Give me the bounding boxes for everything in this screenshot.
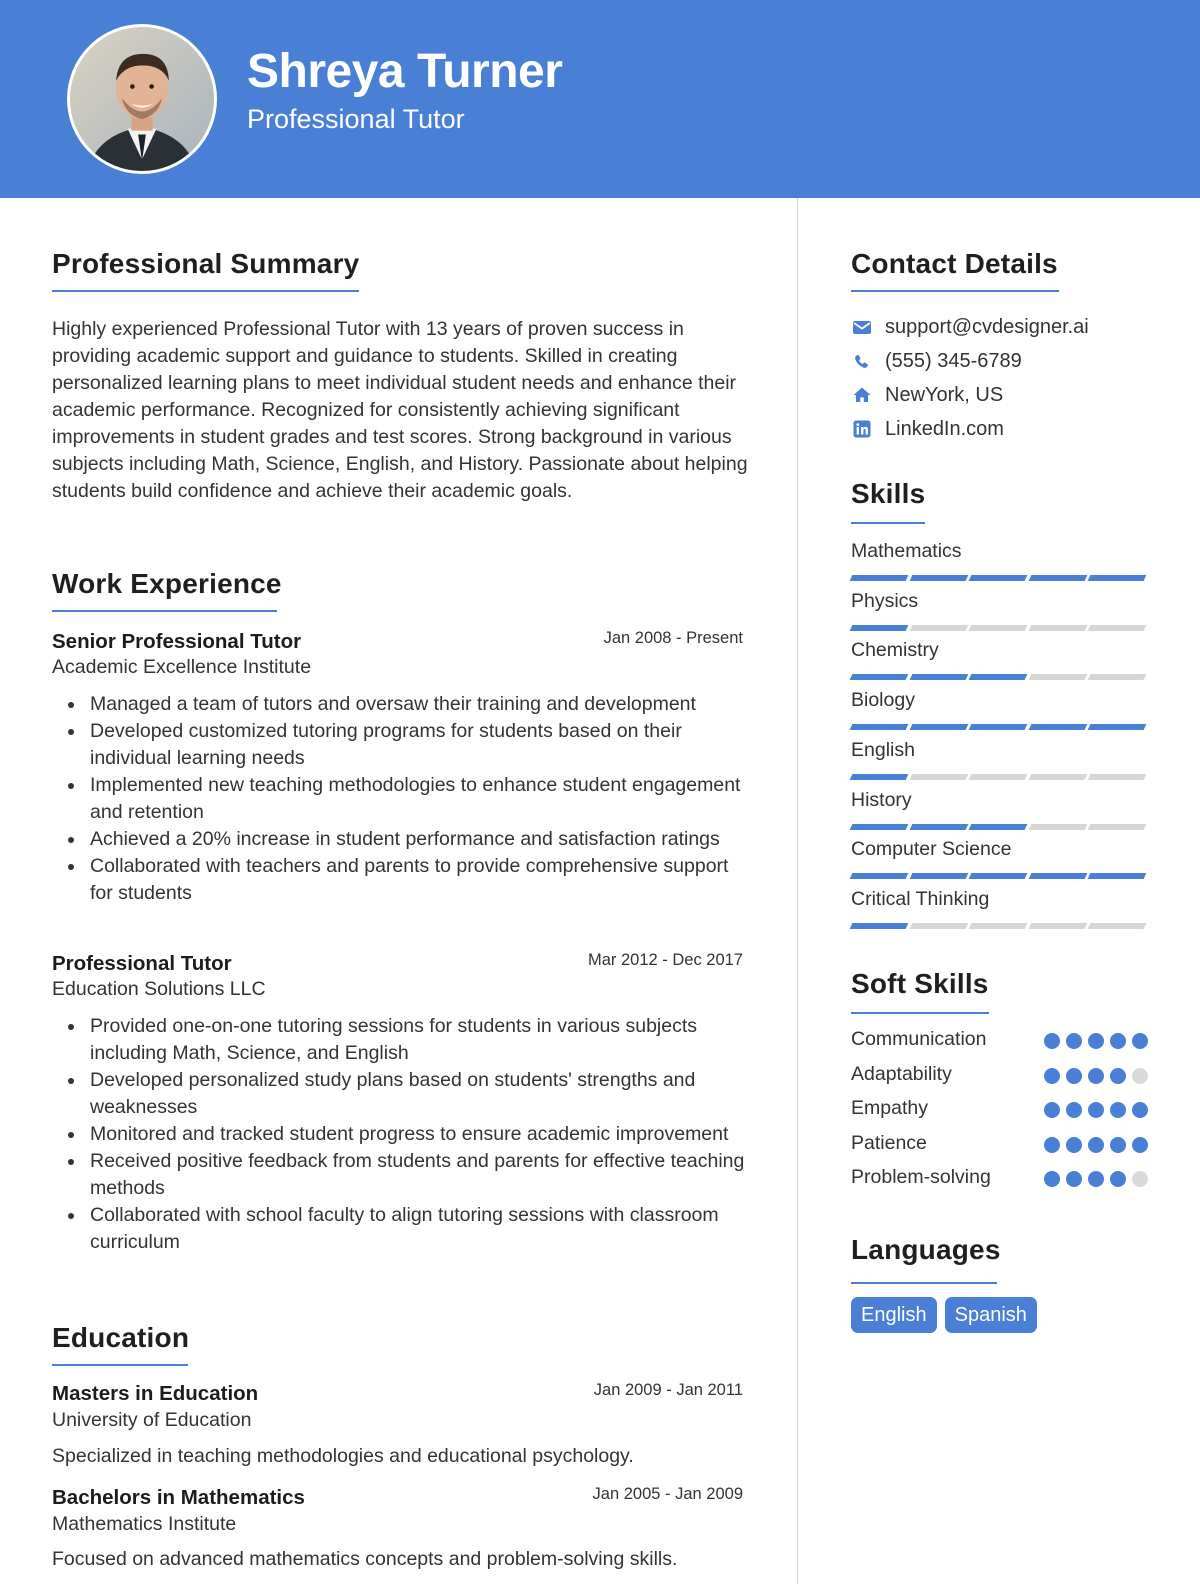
skill-level-segment <box>1028 674 1086 680</box>
rating-dot <box>1044 1033 1060 1049</box>
rating-dot <box>1132 1137 1148 1153</box>
skill-level-segment <box>1028 625 1086 631</box>
rating-dot <box>1066 1137 1082 1153</box>
rating-dot <box>1066 1171 1082 1187</box>
contact-email-text: support@cvdesigner.ai <box>885 315 1089 338</box>
job-bullet: Achieved a 20% increase in student performance and satisfaction ratings <box>90 826 750 853</box>
job-bullet: Received positive feedback from students and parents for effective teaching methods <box>90 1148 750 1202</box>
skill-level-segment <box>909 774 967 780</box>
profile-photo <box>67 24 217 174</box>
skill-level-segment <box>850 625 908 631</box>
job-bullet-list <box>90 1013 750 1256</box>
skill-level-segment <box>1028 923 1086 929</box>
education-description: Specialized in teaching methodologies and educational psychology. <box>52 1445 634 1467</box>
rating-dot <box>1088 1068 1104 1084</box>
languages-list <box>851 1297 1037 1333</box>
skill-label: History <box>851 788 912 811</box>
rating-dot <box>1066 1068 1082 1084</box>
soft-skills-heading: Soft Skills <box>851 968 989 999</box>
skill-level-bar <box>851 824 1145 830</box>
soft-skill-rating <box>1044 1171 1148 1187</box>
skills-heading: Skills <box>851 478 926 509</box>
job-date: Jan 2008 - Present <box>603 629 743 647</box>
phone-icon <box>851 350 873 372</box>
linkedin-icon <box>851 418 873 440</box>
experience-heading: Work Experience <box>52 568 282 599</box>
rating-dot <box>1088 1033 1104 1049</box>
contact-phone[interactable] <box>851 348 1022 374</box>
skill-label: Physics <box>851 589 919 612</box>
school-name: Mathematics Institute <box>52 1513 237 1535</box>
skill-level-segment <box>1028 873 1086 879</box>
soft-skill-rating <box>1044 1137 1148 1153</box>
rating-dot <box>1044 1171 1060 1187</box>
education-date: Jan 2009 - Jan 2011 <box>593 1381 743 1399</box>
skill-level-segment <box>1088 724 1146 730</box>
contact-heading: Contact Details <box>851 248 1058 279</box>
rating-dot <box>1088 1171 1104 1187</box>
skill-level-segment <box>969 774 1027 780</box>
skill-level-bar <box>851 724 1145 730</box>
candidate-role: Professional Tutor <box>247 104 465 134</box>
rating-dot <box>1132 1068 1148 1084</box>
job-bullet: Collaborated with school faculty to align tutoring sessions with classroom curriculum <box>90 1202 750 1256</box>
skill-level-segment <box>969 625 1027 631</box>
skill-level-segment <box>969 923 1027 929</box>
rating-dot <box>1066 1033 1082 1049</box>
skill-level-bar <box>851 873 1145 879</box>
skill-level-bar <box>851 923 1145 929</box>
skill-level-segment <box>1088 674 1146 680</box>
soft-skill-label: Problem-solving <box>851 1166 991 1189</box>
soft-skill-label: Patience <box>851 1131 927 1154</box>
contact-location-text: NewYork, US <box>885 383 1004 406</box>
skill-level-segment <box>1088 575 1146 581</box>
skill-level-bar <box>851 674 1145 680</box>
job-bullet: Provided one-on-one tutoring sessions for students in various subjects including Math, Science, and English <box>90 1013 750 1067</box>
rating-dot <box>1110 1033 1126 1049</box>
education-description: Focused on advanced mathematics concepts and problem-solving skills. <box>52 1548 678 1570</box>
candidate-name: Shreya Turner <box>247 45 563 98</box>
rating-dot <box>1044 1102 1060 1118</box>
rating-dot <box>1132 1033 1148 1049</box>
skill-level-segment <box>1088 923 1146 929</box>
skill-level-segment <box>1088 625 1146 631</box>
skill-level-segment <box>850 674 908 680</box>
job-bullet: Collaborated with teachers and parents to provide comprehensive support for students <box>90 853 750 907</box>
summary-text: Highly experienced Professional Tutor with 13 years of proven success in providing academic support and guidance to students. Skilled in creating personalized learning plans to meet individual student needs and enhance their academic performance. Recognized for consistently achieving significant improvements in student grades and test scores. Strong background in various subjects including Math, Science, English, and History. Passionate about helping students build confidence and achieve their academic goals. <box>52 318 748 502</box>
skill-level-segment <box>1088 873 1146 879</box>
job-organization: Academic Excellence Institute <box>52 656 312 678</box>
language-tag: Spanish <box>945 1297 1037 1333</box>
skill-level-segment <box>909 674 967 680</box>
contact-linkedin[interactable] <box>851 416 1004 442</box>
skill-level-segment <box>1088 774 1146 780</box>
resume-header <box>0 0 1200 198</box>
education-underline <box>52 1364 188 1366</box>
languages-underline <box>851 1282 997 1284</box>
job-bullet: Monitored and tracked student progress to ensure academic improvement <box>90 1121 750 1148</box>
job-organization: Education Solutions LLC <box>52 978 266 1000</box>
rating-dot <box>1088 1102 1104 1118</box>
job-bullet: Developed customized tutoring programs for students based on their individual learning needs <box>90 718 750 772</box>
job-title: Professional Tutor <box>52 952 232 975</box>
skill-level-segment <box>909 625 967 631</box>
soft-skill-label: Adaptability <box>851 1062 952 1085</box>
rating-dot <box>1110 1068 1126 1084</box>
rating-dot <box>1110 1102 1126 1118</box>
skill-level-segment <box>1028 774 1086 780</box>
skill-level-segment <box>1028 575 1086 581</box>
skills-underline <box>851 522 925 524</box>
home-icon <box>851 384 873 406</box>
rating-dot <box>1088 1137 1104 1153</box>
soft-skill-rating <box>1044 1033 1148 1049</box>
contact-phone-text: (555) 345-6789 <box>885 349 1022 372</box>
envelope-icon <box>851 316 873 338</box>
school-name: University of Education <box>52 1409 252 1431</box>
summary-heading: Professional Summary <box>52 248 360 279</box>
experience-underline <box>52 610 277 612</box>
skill-level-segment <box>1028 824 1086 830</box>
rating-dot <box>1132 1102 1148 1118</box>
skill-label: Computer Science <box>851 838 1012 861</box>
summary-underline <box>52 290 359 292</box>
skill-level-segment <box>1028 724 1086 730</box>
skill-level-segment <box>1088 824 1146 830</box>
contact-location <box>851 382 1003 408</box>
job-date: Mar 2012 - Dec 2017 <box>587 951 743 969</box>
soft-skill-rating <box>1044 1102 1148 1118</box>
skill-label: Mathematics <box>851 540 962 562</box>
skill-level-segment <box>850 923 908 929</box>
job-title: Senior Professional Tutor <box>52 630 302 653</box>
degree-title: Bachelors in Mathematics <box>52 1486 305 1509</box>
skill-level-segment <box>909 873 967 879</box>
soft-skill-label: Communication <box>851 1028 987 1050</box>
rating-dot <box>1044 1068 1060 1084</box>
avatar-illustration <box>70 27 214 171</box>
skill-level-segment <box>909 575 967 581</box>
skill-level-bar <box>851 575 1145 581</box>
skill-level-segment <box>909 923 967 929</box>
degree-title: Masters in Education <box>52 1382 259 1405</box>
job-bullet: Managed a team of tutors and oversaw their training and development <box>90 691 750 718</box>
language-tag: English <box>851 1297 937 1333</box>
column-divider <box>797 198 798 1584</box>
rating-dot <box>1110 1137 1126 1153</box>
skill-level-segment <box>850 774 908 780</box>
skill-label: Chemistry <box>851 639 939 662</box>
skill-level-bar <box>851 774 1145 780</box>
skill-level-segment <box>969 824 1027 830</box>
soft-skill-label: Empathy <box>851 1097 928 1120</box>
skill-level-segment <box>850 575 908 581</box>
contact-linkedin-text: LinkedIn.com <box>885 417 1004 440</box>
rating-dot <box>1110 1171 1126 1187</box>
rating-dot <box>1044 1137 1060 1153</box>
soft-skill-rating <box>1044 1068 1148 1084</box>
skill-level-segment <box>909 824 967 830</box>
job-bullet: Developed personalized study plans based on students' strengths and weaknesses <box>90 1067 750 1121</box>
skill-level-segment <box>969 873 1027 879</box>
skill-level-segment <box>909 724 967 730</box>
education-date: Jan 2005 - Jan 2009 <box>592 1485 743 1503</box>
rating-dot <box>1132 1171 1148 1187</box>
skill-level-segment <box>969 674 1027 680</box>
skill-level-segment <box>969 575 1027 581</box>
skill-label: English <box>851 738 915 761</box>
job-bullet: Implemented new teaching methodologies to enhance student engagement and retention <box>90 772 750 826</box>
languages-heading: Languages <box>851 1234 1001 1265</box>
rating-dot <box>1066 1102 1082 1118</box>
education-heading: Education <box>52 1322 190 1353</box>
skill-label: Critical Thinking <box>851 887 990 910</box>
skill-level-segment <box>969 724 1027 730</box>
skill-label: Biology <box>851 689 915 712</box>
skill-level-bar <box>851 625 1145 631</box>
contact-email[interactable] <box>851 314 1089 340</box>
skill-level-segment <box>850 724 908 730</box>
job-bullet-list <box>90 691 750 907</box>
skill-level-segment <box>850 873 908 879</box>
soft-skills-underline <box>851 1012 989 1014</box>
skill-level-segment <box>850 824 908 830</box>
contact-underline <box>851 290 1059 292</box>
